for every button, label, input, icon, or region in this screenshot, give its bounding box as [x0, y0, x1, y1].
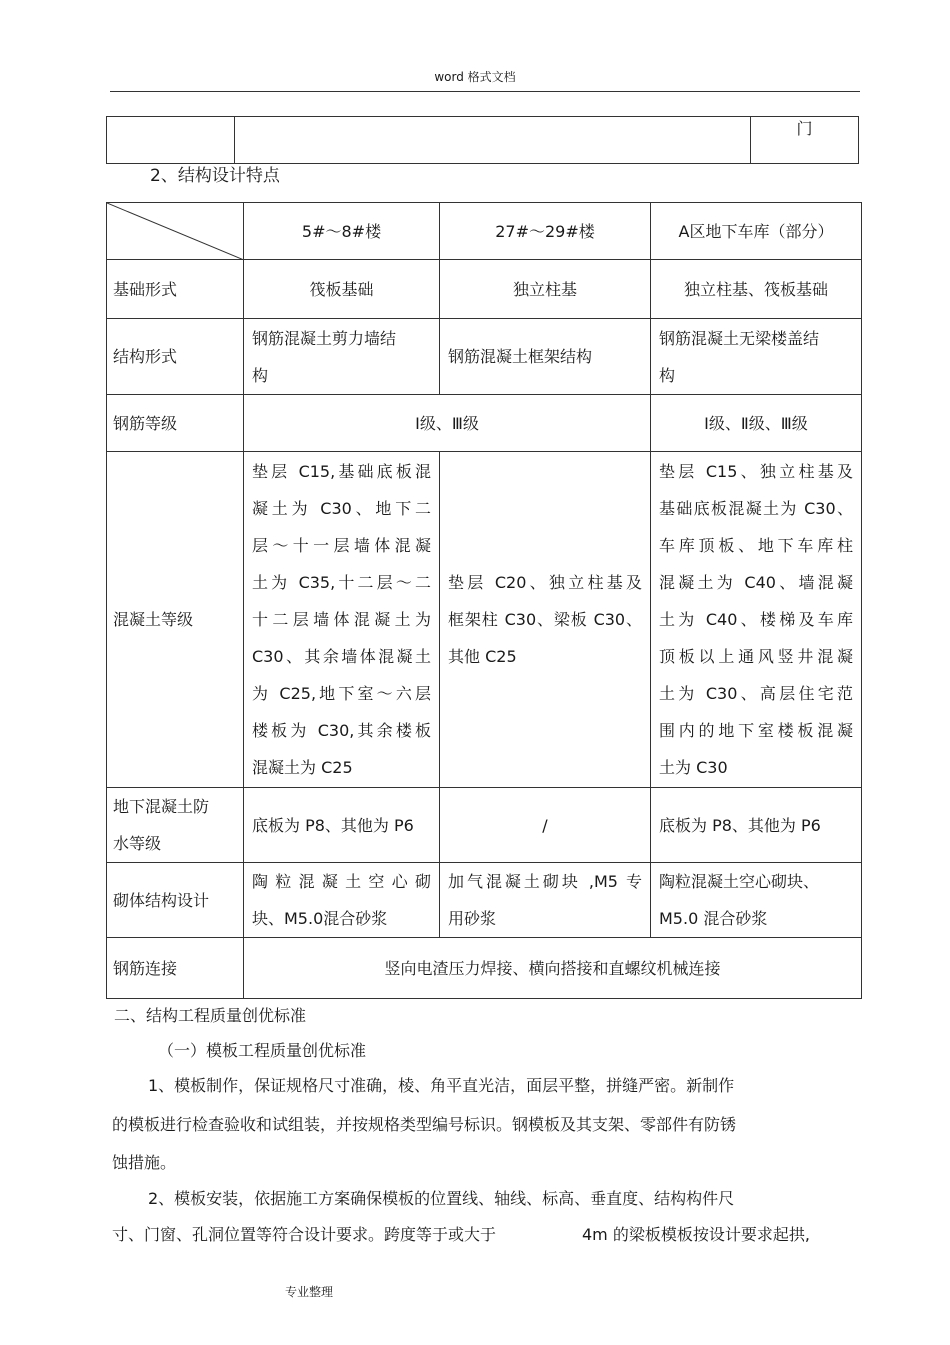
page-header: word 格式文档: [434, 70, 516, 84]
continued-table: [106, 116, 859, 164]
table-row: [107, 788, 862, 863]
table-cell: 独立柱基、筏板基础: [651, 260, 862, 319]
cell-line: 水等级: [113, 834, 162, 853]
cell-line: 陶粒混凝土空心砌: [252, 872, 431, 891]
cell-line: M5.0 混合砂浆: [659, 909, 768, 928]
row-label: 钢筋等级: [107, 395, 244, 452]
page-footer: 专业整理: [285, 1285, 334, 1299]
table-row: [107, 395, 862, 452]
cell-line: 垫层 C15,基础底板混: [252, 462, 431, 481]
row-label: 砌体结构设计: [107, 863, 244, 938]
cell-line: 土为 C35,十二层～二: [252, 573, 431, 592]
section-heading: 二、结构工程质量创优标准: [114, 1006, 307, 1025]
column-header: 5#～8#楼: [244, 203, 440, 260]
table-row: [107, 452, 862, 788]
cell-line: 土为 C30、高层住宅范: [659, 684, 853, 703]
table-cell: [244, 319, 440, 395]
paragraph-line: 4m 的梁板模板按设计要求起拱,: [582, 1225, 810, 1244]
structure-design-table: [106, 202, 862, 999]
table-header-row: [107, 203, 862, 260]
table-cell: [651, 452, 862, 788]
cell-line: 用砂浆: [448, 909, 497, 928]
cell-line: 框架柱 C30、梁板 C30、: [448, 610, 642, 629]
cell-line: 构: [252, 365, 269, 385]
cell-line: 块、M5.0混合砂浆: [252, 909, 388, 928]
cell-line: 垫层 C20、独立柱基及: [448, 573, 642, 592]
table-cell: 独立柱基: [440, 260, 651, 319]
cell-line: 层～十一层墙体混凝: [252, 536, 431, 555]
diagonal-header-cell: [107, 203, 244, 260]
section-title: 2、结构设计特点: [150, 166, 280, 186]
cell-line: 钢筋混凝土无梁楼盖结: [659, 328, 820, 348]
table-cell: [244, 452, 440, 788]
diagonal-line: [107, 203, 244, 260]
table-cell: [651, 863, 862, 938]
table-cell: [440, 452, 651, 788]
paragraph-line: 2、模板安装，依据施工方案确保模板的位置线、轴线、标高、垂直度、结构构件尺: [148, 1189, 735, 1208]
subsection-heading: （一）模板工程质量创优标准: [158, 1041, 367, 1060]
table-cell: 门: [751, 117, 859, 164]
paragraph-line: 蚀措施。: [112, 1153, 177, 1172]
table-cell: [235, 117, 751, 164]
cell-line: 楼板为 C30,其余楼板: [252, 721, 431, 740]
paragraph-line: 1、模板制作，保证规格尺寸准确，棱、角平直光洁，面层平整，拼缝严密。新制作: [148, 1076, 735, 1095]
table-cell: [651, 319, 862, 395]
column-header: A区地下车库（部分）: [651, 203, 862, 260]
table-row: [107, 319, 862, 395]
cell-line: 混凝土为 C25: [252, 758, 353, 777]
table-cell: 钢筋混凝土框架结构: [440, 319, 651, 395]
cell-line: 车库顶板、地下车库柱: [659, 536, 853, 555]
cell-line: 顶板以上通风竖井混凝: [659, 647, 853, 666]
table-cell: [440, 863, 651, 938]
cell-line: 为 C25,地下室～六层: [252, 684, 431, 703]
row-label: 钢筋连接: [107, 938, 244, 999]
cell-line: 围内的地下室楼板混凝: [659, 721, 853, 740]
table-row: [107, 117, 859, 164]
cell-line: 凝土为 C30、地下二: [252, 499, 431, 518]
row-label: 混凝土等级: [107, 452, 244, 788]
row-label: [107, 788, 244, 863]
cell-line: 地下混凝土防: [113, 797, 210, 816]
cell-line: C30、其余墙体混凝土: [252, 647, 431, 666]
header-rule: [110, 91, 860, 92]
paragraph-line: 的模板进行检查验收和试组装，并按规格类型编号标识。钢模板及其支架、零部件有防锈: [112, 1115, 737, 1134]
column-header: 27#～29#楼: [440, 203, 651, 260]
paragraph-line: 寸、门窗、孔洞位置等符合设计要求。跨度等于或大于: [112, 1225, 497, 1244]
cell-line: 十二层墙体混凝土为: [252, 610, 431, 629]
table-row: [107, 938, 862, 999]
cell-line: 垫层 C15、独立柱基及: [659, 462, 853, 481]
table-cell: 底板为 P8、其他为 P6: [244, 788, 440, 863]
cell-line: 混凝土为 C40、墙混凝: [659, 573, 853, 592]
cell-line: 加气混凝土砌块 ,M5 专: [448, 872, 642, 891]
cell-line: 其他 C25: [448, 647, 517, 666]
table-cell: /: [440, 788, 651, 863]
cell-line: 基础底板混凝土为 C30、: [659, 499, 853, 518]
table-cell: Ⅰ级、Ⅱ级、Ⅲ级: [651, 395, 862, 452]
cell-line: 陶粒混凝土空心砌块、: [659, 872, 820, 891]
cell-line: 土为 C40、楼梯及车库: [659, 610, 853, 629]
table-cell: 竖向电渣压力焊接、横向搭接和直螺纹机械连接: [244, 938, 862, 999]
table-row: [107, 863, 862, 938]
table-cell: 筏板基础: [244, 260, 440, 319]
cell-line: 土为 C30: [659, 758, 728, 777]
row-label: 结构形式: [107, 319, 244, 395]
row-label: 基础形式: [107, 260, 244, 319]
table-cell: Ⅰ级、Ⅲ级: [244, 395, 651, 452]
cell-line: 钢筋混凝土剪力墙结: [252, 328, 397, 348]
table-cell: [244, 863, 440, 938]
table-row: [107, 260, 862, 319]
table-cell: [107, 117, 235, 164]
cell-line: 构: [659, 365, 676, 385]
table-cell: 底板为 P8、其他为 P6: [651, 788, 862, 863]
